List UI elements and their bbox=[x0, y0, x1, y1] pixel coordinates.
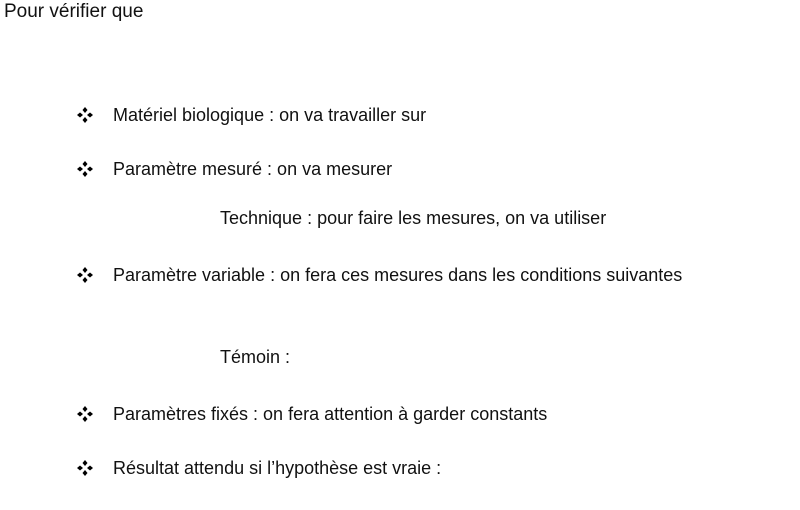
diamond-cluster-icon bbox=[76, 106, 94, 124]
document-heading: Pour vérifier que bbox=[4, 1, 144, 22]
diamond-cluster-icon bbox=[76, 160, 94, 178]
list-item-text: Paramètre mesuré : on va mesurer bbox=[113, 159, 393, 179]
list-item-text: Paramètre variable : on fera ces mesures dans les conditions suivantes bbox=[113, 265, 683, 285]
list-item-text: Résultat attendu si l’hypothèse est vraie : bbox=[113, 458, 442, 478]
list-item bbox=[76, 103, 426, 127]
list-item bbox=[76, 263, 682, 287]
list-item-text: Paramètres fixés : on fera attention à garder constants bbox=[113, 404, 548, 424]
indented-line: Témoin : bbox=[220, 347, 291, 367]
diamond-cluster-icon bbox=[76, 266, 94, 284]
indented-line: Technique : pour faire les mesures, on va utiliser bbox=[220, 208, 607, 228]
list-item-text: Matériel biologique : on va travailler sur bbox=[113, 105, 427, 125]
list-item bbox=[76, 157, 392, 181]
diamond-cluster-icon bbox=[76, 459, 94, 477]
list-item bbox=[76, 402, 547, 426]
list-item bbox=[76, 456, 441, 480]
diamond-cluster-icon bbox=[76, 405, 94, 423]
